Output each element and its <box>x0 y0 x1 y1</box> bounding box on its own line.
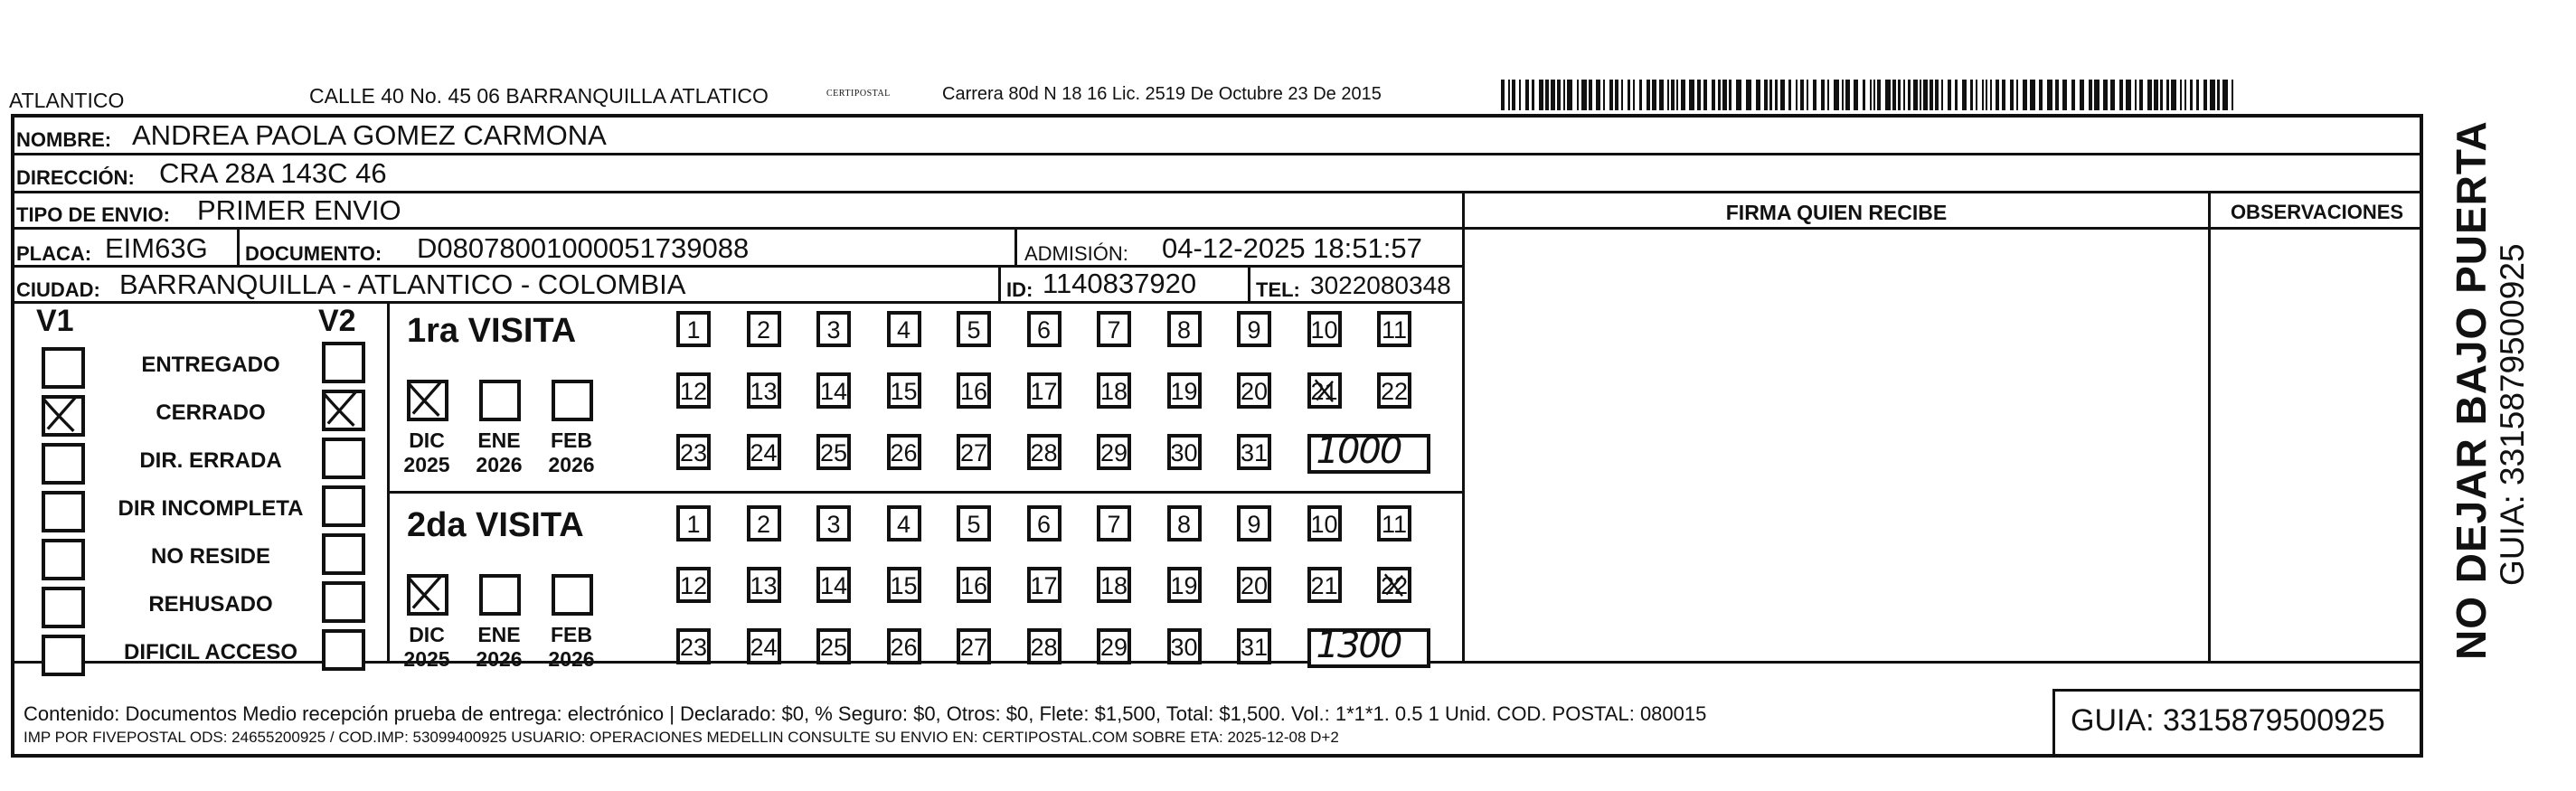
signature-area[interactable] <box>1465 230 2208 664</box>
month-label-v2-feb: FEB 2026 <box>548 623 595 671</box>
v1-label: V1 <box>36 304 74 338</box>
day-2-visit1[interactable]: 2 <box>747 311 781 347</box>
brand-logo <box>826 89 891 99</box>
day-21-visit2[interactable]: 21 <box>1307 567 1342 603</box>
day-29-visit2[interactable]: 29 <box>1097 628 1131 664</box>
shipment-type: PRIMER ENVIO <box>197 194 401 226</box>
status-label-0: ENTREGADO <box>141 353 280 377</box>
day-mark <box>1381 570 1410 601</box>
day-16-visit1[interactable]: 16 <box>957 372 991 409</box>
day-24-visit2[interactable]: 24 <box>747 628 781 664</box>
city-value: BARRANQUILLA - ATLANTICO - COLOMBIA <box>119 268 686 300</box>
no-dejar-warning: NO DEJAR BAJO PUERTA <box>2448 120 2495 660</box>
day-1-visit2[interactable]: 1 <box>676 505 711 541</box>
document-cell <box>237 230 1014 268</box>
day-19-visit2[interactable]: 19 <box>1167 567 1202 603</box>
month-label-v2-dic: DIC 2025 <box>403 623 450 671</box>
day-25-visit2[interactable]: 25 <box>816 628 851 664</box>
day-6-visit1[interactable]: 6 <box>1027 311 1062 347</box>
day-4-visit1[interactable]: 4 <box>887 311 921 347</box>
day-13-visit2[interactable]: 13 <box>747 567 781 603</box>
day-31-visit2[interactable]: 31 <box>1237 628 1271 664</box>
day-17-visit2[interactable]: 17 <box>1027 567 1062 603</box>
admission-value: 04-12-2025 18:51:57 <box>1162 232 1422 264</box>
day-30-visit2[interactable]: 30 <box>1167 628 1202 664</box>
visits-divider <box>387 491 1462 494</box>
month-checkbox-v1-ene[interactable] <box>479 380 521 421</box>
day-15-visit2[interactable]: 15 <box>887 567 921 603</box>
day-mark <box>1311 376 1340 407</box>
month-checkbox-v2-feb[interactable] <box>552 574 593 616</box>
day-9-visit1[interactable]: 9 <box>1237 311 1271 347</box>
id-cell <box>998 265 1248 304</box>
v1-checkbox-4[interactable] <box>42 539 85 580</box>
month-label-v1-dic: DIC 2025 <box>403 428 450 476</box>
day-25-visit1[interactable]: 25 <box>816 434 851 470</box>
status-label-1: CERRADO <box>156 400 266 425</box>
month-label-v1-ene: ENE 2026 <box>476 428 523 476</box>
day-26-visit1[interactable]: 26 <box>887 434 921 470</box>
brand-logo-text: CERTIPOSTAL <box>826 89 891 99</box>
address-label: DIRECCIÓN: <box>16 166 135 189</box>
observations-header: OBSERVACIONES <box>2230 201 2404 223</box>
content-line: Contenido: Documentos Medio recepción prueba de entrega: electrónico | Declarado: $0, % Seguro: $0, Otros: $0, Flete: $1,500, Total: $1,500. Vol.: 1*1*1. 0.5 1 Unid. COD. POSTAL: 080015 <box>24 702 1707 725</box>
license-text: Carrera 80d N 18 16 Lic. 2519 De Octubre 23 De 2015 <box>942 84 1382 104</box>
v1-checkbox-1[interactable] <box>42 395 85 437</box>
status-divider <box>387 304 390 664</box>
visit2-title: 2da VISITA <box>407 506 584 544</box>
day-31-visit1[interactable]: 31 <box>1237 434 1271 470</box>
v2-checkbox-3[interactable] <box>322 485 365 527</box>
hand-check-mark <box>40 393 80 433</box>
month-label-v1-feb: FEB 2026 <box>548 428 595 476</box>
v1-checkbox-6[interactable] <box>42 635 85 676</box>
plate-value: EIM63G <box>105 232 208 264</box>
day-20-visit1[interactable]: 20 <box>1237 372 1271 409</box>
day-5-visit2[interactable]: 5 <box>957 505 991 541</box>
day-23-visit1[interactable]: 23 <box>676 434 711 470</box>
month-checkbox-v1-dic[interactable] <box>407 380 448 421</box>
footer-top-line <box>13 661 2423 664</box>
status-label-4: NO RESIDE <box>150 544 271 569</box>
v1-checkbox-5[interactable] <box>42 587 85 628</box>
day-30-visit1[interactable]: 30 <box>1167 434 1202 470</box>
document-label: DOCUMENTO: <box>245 242 382 265</box>
day-12-visit1[interactable]: 12 <box>676 372 711 409</box>
v2-checkbox-0[interactable] <box>322 342 365 383</box>
hand-check-mark <box>405 378 445 418</box>
v2-label: V2 <box>318 304 356 338</box>
month-checkbox-v2-dic[interactable] <box>407 574 448 616</box>
day-3-visit1[interactable]: 3 <box>816 311 851 347</box>
month-label-v2-ene: ENE 2026 <box>476 623 523 671</box>
status-label-3: DIR INCOMPLETA <box>118 496 304 521</box>
id-label: ID: <box>1006 278 1033 301</box>
handwritten-time-visit2: 1300 <box>1316 625 1401 666</box>
city-label: CIUDAD: <box>16 278 100 301</box>
day-23-visit2[interactable]: 23 <box>676 628 711 664</box>
status-label-5: REHUSADO <box>148 592 273 617</box>
day-10-visit2[interactable]: 10 <box>1307 505 1342 541</box>
barcode-bars <box>1501 80 2238 110</box>
status-label-2: DIR. ERRADA <box>139 448 282 473</box>
office-address: CALLE 40 No. 45 06 BARRANQUILLA ATLATICO <box>309 84 769 108</box>
footer-guide: GUIA: 3315879500925 <box>2071 703 2385 738</box>
day-11-visit1[interactable]: 11 <box>1377 311 1411 347</box>
tel-label: TEL: <box>1256 278 1300 301</box>
day-7-visit1[interactable]: 7 <box>1097 311 1131 347</box>
observations-area[interactable] <box>2211 230 2420 664</box>
v1-checkbox-3[interactable] <box>42 491 85 532</box>
admission-label: ADMISIÓN: <box>1024 242 1128 265</box>
month-checkbox-v2-ene[interactable] <box>479 574 521 616</box>
day-11-visit2[interactable]: 11 <box>1377 505 1411 541</box>
handwritten-time-box-visit1[interactable] <box>1307 430 1430 474</box>
visit1-title: 1ra VISITA <box>407 312 577 350</box>
shipment-type-label: TIPO DE ENVIO: <box>16 203 170 226</box>
name-row <box>13 118 2421 155</box>
day-8-visit1[interactable]: 8 <box>1167 311 1202 347</box>
v1-checkbox-2[interactable] <box>42 443 85 485</box>
day-14-visit1[interactable]: 14 <box>816 372 851 409</box>
day-16-visit2[interactable]: 16 <box>957 567 991 603</box>
tel-value: 3022080348 <box>1310 271 1451 299</box>
id-value: 1140837920 <box>1043 268 1197 299</box>
day-18-visit2[interactable]: 18 <box>1097 567 1131 603</box>
day-28-visit1[interactable]: 28 <box>1027 434 1062 470</box>
day-17-visit1[interactable]: 17 <box>1027 372 1062 409</box>
day-22-visit2[interactable]: 22 <box>1377 567 1411 603</box>
day-3-visit2[interactable]: 3 <box>816 505 851 541</box>
tel-cell <box>1248 265 1462 304</box>
handwritten-time-visit1: 1000 <box>1316 430 1401 472</box>
status-label-6: DIFICIL ACCESO <box>123 640 297 664</box>
day-24-visit1[interactable]: 24 <box>747 434 781 470</box>
day-19-visit1[interactable]: 19 <box>1167 372 1202 409</box>
admission-cell <box>1014 230 1462 268</box>
day-28-visit2[interactable]: 28 <box>1027 628 1062 664</box>
v2-checkbox-1[interactable] <box>322 390 365 431</box>
day-27-visit1[interactable]: 27 <box>957 434 991 470</box>
day-5-visit1[interactable]: 5 <box>957 311 991 347</box>
day-14-visit2[interactable]: 14 <box>816 567 851 603</box>
footer-guide-divider <box>2052 689 2055 758</box>
day-18-visit1[interactable]: 18 <box>1097 372 1131 409</box>
day-29-visit1[interactable]: 29 <box>1097 434 1131 470</box>
hand-check-mark <box>320 388 360 428</box>
barcode <box>1501 80 2238 110</box>
day-9-visit2[interactable]: 9 <box>1237 505 1271 541</box>
day-27-visit2[interactable]: 27 <box>957 628 991 664</box>
day-13-visit1[interactable]: 13 <box>747 372 781 409</box>
month-checkbox-v1-feb[interactable] <box>552 380 593 421</box>
side-guide: GUIA: 3315879500925 <box>2494 243 2531 586</box>
v2-checkbox-2[interactable] <box>322 438 365 479</box>
hand-check-mark <box>405 572 445 612</box>
document-value: D08078001000051739088 <box>417 232 750 264</box>
day-2-visit2[interactable]: 2 <box>747 505 781 541</box>
plate-label: PLACA: <box>16 242 92 265</box>
v2-checkbox-6[interactable] <box>322 629 365 671</box>
v2-checkbox-5[interactable] <box>322 581 365 623</box>
signature-header: FIRMA QUIEN RECIBE <box>1725 201 1948 224</box>
day-22-visit1[interactable]: 22 <box>1377 372 1411 409</box>
imp-line: IMP POR FIVEPOSTAL ODS: 24655200925 / COD.IMP: 53099400925 USUARIO: OPERACIONES MEDELLIN CONSULTE SU ENVIO EN: CERTIPOSTAL.COM SOBRE ETA: 2025-12-08 D+2 <box>24 729 1339 746</box>
day-12-visit2[interactable]: 12 <box>676 567 711 603</box>
footer-guide-top-line <box>2052 689 2423 692</box>
day-15-visit1[interactable]: 15 <box>887 372 921 409</box>
day-7-visit2[interactable]: 7 <box>1097 505 1131 541</box>
v2-checkbox-4[interactable] <box>322 533 365 575</box>
day-6-visit2[interactable]: 6 <box>1027 505 1062 541</box>
day-20-visit2[interactable]: 20 <box>1237 567 1271 603</box>
day-8-visit2[interactable]: 8 <box>1167 505 1202 541</box>
handwritten-time-box-visit2[interactable] <box>1307 625 1430 668</box>
day-26-visit2[interactable]: 26 <box>887 628 921 664</box>
recipient-address: CRA 28A 143C 46 <box>159 157 387 189</box>
day-4-visit2[interactable]: 4 <box>887 505 921 541</box>
day-10-visit1[interactable]: 10 <box>1307 311 1342 347</box>
v1-checkbox-0[interactable] <box>42 347 85 389</box>
name-label: NOMBRE: <box>16 128 112 151</box>
day-21-visit1[interactable]: 21 <box>1307 372 1342 409</box>
recipient-name: ANDREA PAOLA GOMEZ CARMONA <box>132 119 607 151</box>
address-row <box>13 155 2421 193</box>
region-label: ATLANTICO <box>9 89 125 112</box>
day-1-visit1[interactable]: 1 <box>676 311 711 347</box>
shipment-type-row <box>13 193 1465 230</box>
